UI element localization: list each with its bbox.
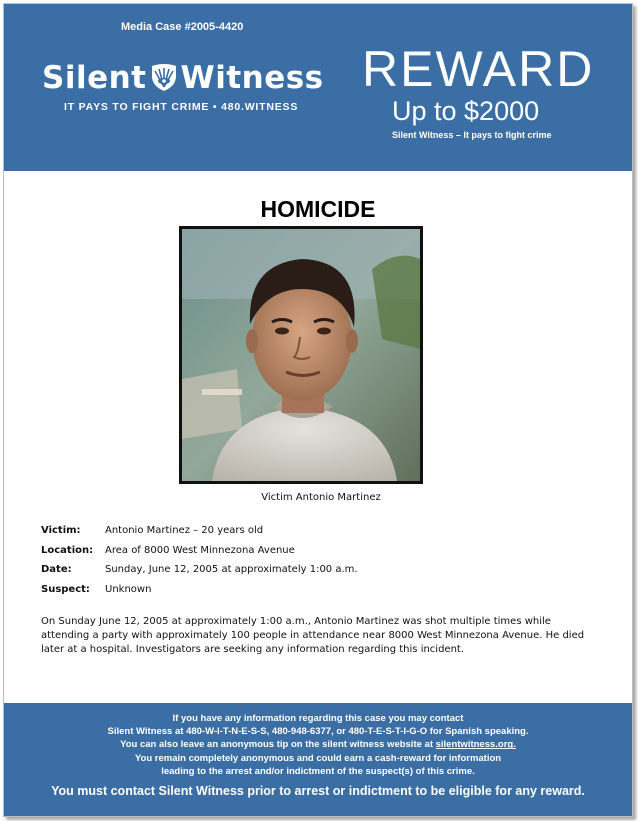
detail-suspect [41,584,358,604]
date-label: Date: [41,564,72,575]
silentwitness-website-link[interactable]: silentwitness.org. [435,739,516,751]
victim-label: Victim: [41,525,81,536]
crime-title: HOMICIDE [260,196,376,222]
photo-caption: Victim Antonio Martinez [261,492,381,503]
logo-text-left: Silent [42,60,147,96]
detail-location [41,545,358,565]
footer-line-2: Silent Witness at 480-W-I-T-N-E-S-S, 480-948-6377, or 480-T-E-S-T-I-G-O for Spanish speaking. [107,726,529,738]
suspect-label: Suspect: [41,583,90,595]
case-details [41,525,358,603]
reward-amount: Up to $2000 [392,96,540,126]
media-case-number: Media Case #2005-4420 [121,21,244,33]
silent-witness-logo [42,60,324,96]
detail-victim [41,525,358,545]
victim-value: Antonio Martinez – 20 years old [105,525,264,536]
victim-portrait-image [182,229,420,481]
case-narrative: On Sunday June 12, 2005 at approximately 1:00 a.m., Antonio Martinez was shot multiple times while attending a party with approximately 100 people in attendance near 8000 West Minnezona Avenue. He died later at a hospital. Investigators are seeking any information regarding this incident. [41,616,585,655]
footer-banner [4,703,632,816]
victim-photo [179,226,423,484]
location-label: Location: [41,544,94,556]
logo-text-right: Witness [180,60,324,96]
footer-final-notice: You must contact Silent Witness prior to arrest or indictment to be eligible for any reward. [51,784,585,799]
detail-date [41,564,358,584]
reward-subtitle: Silent Witness – It pays to fight crime [392,130,552,140]
footer-line-5: leading to the arrest and/or indictment of the suspect(s) of this crime. [161,765,475,777]
reward-title: REWARD [362,41,595,97]
header-banner [4,4,632,171]
suspect-value: Unknown [105,583,152,595]
footer-line-4: You remain completely anonymous and could earn a cash-reward for information [134,752,502,764]
eye-badge-icon [149,62,179,92]
footer-line-1: If you have any information regarding this case you may contact [172,713,464,724]
footer-line-3 [4,738,632,751]
location-value: Area of 8000 West Minnezona Avenue [105,544,295,556]
date-value: Sunday, June 12, 2005 at approximately 1:00 a.m. [105,564,358,575]
logo-tagline: IT PAYS TO FIGHT CRIME • 480.WITNESS [64,101,299,113]
flyer-page [3,3,633,817]
footer-line-3-text: You can also leave an anonymous tip on the silent witness website at [120,739,436,751]
